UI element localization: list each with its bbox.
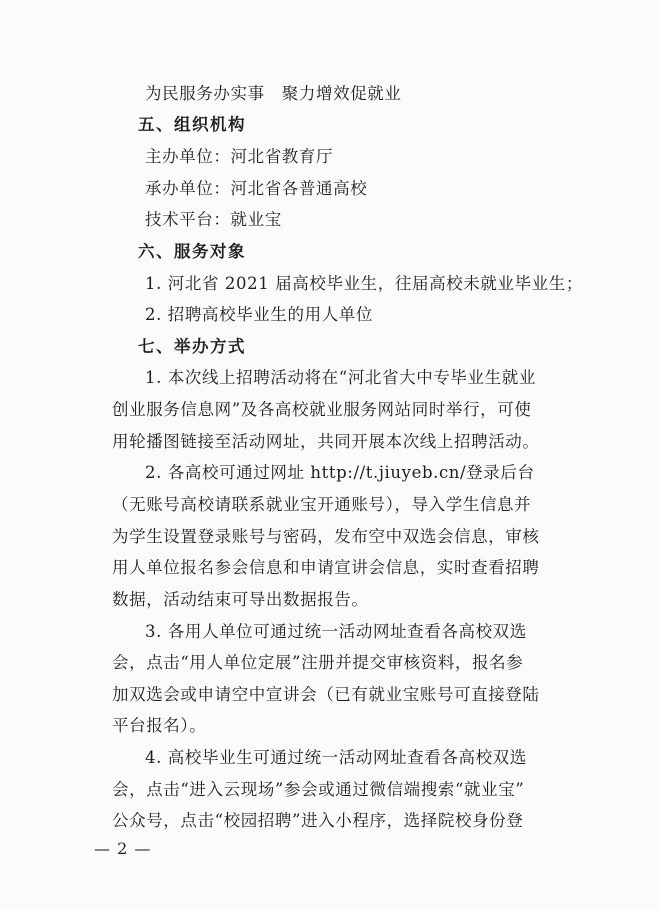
method-paragraph-2-line-3: 为学生设置登录账号与密码，发布空中双选会信息，审核 [112, 527, 540, 546]
method-paragraph-3-line-1: 3. 各用人单位可通过统一活动网址查看各高校双选 [145, 622, 527, 641]
page-number: — 2 — [94, 839, 152, 858]
org-item-host: 主办单位：河北省教育厅 [145, 147, 334, 166]
method-paragraph-2-line-4: 用人单位报名参会信息和申请宣讲会信息，实时查看招聘 [112, 558, 540, 577]
org-item-platform: 技术平台：就业宝 [145, 210, 282, 229]
section-heading-audience: 六、服务对象 [138, 242, 246, 261]
method-paragraph-4-line-1: 4. 高校毕业生可通过统一活动网址查看各高校双选 [145, 748, 527, 767]
method-paragraph-1-line-3: 用轮播图链接至活动网址，共同开展本次线上招聘活动。 [112, 432, 540, 451]
method-paragraph-3-line-2: 会，点击“用人单位定展”注册并提交审核资料，报名参 [112, 653, 524, 672]
section-heading-organization: 五、组织机构 [138, 115, 246, 134]
method-paragraph-3-line-3: 加双选会或申请空中宣讲会（已有就业宝账号可直接登陆 [112, 685, 540, 704]
method-paragraph-2-line-2: （无账号高校请联系就业宝开通账号），导入学生信息并 [112, 495, 532, 514]
method-paragraph-2-line-1: 2. 各高校可通过网址 http://t.jiuyeb.cn/登录后台 [145, 463, 535, 482]
method-paragraph-1-line-1: 1. 本次线上招聘活动将在“河北省大中专毕业生就业 [145, 368, 536, 387]
method-paragraph-2-line-5: 数据，活动结束可导出数据报告。 [112, 590, 369, 609]
section-heading-method: 七、举办方式 [138, 337, 246, 356]
method-paragraph-3-line-4: 平台报名）。 [112, 716, 207, 735]
method-paragraph-4-line-3: 公众号，点击“校园招聘”进入小程序，选择院校身份登 [112, 811, 524, 830]
org-item-organizer: 承办单位：河北省各普通高校 [145, 179, 368, 198]
audience-item-employers: 2. 招聘高校毕业生的用人单位 [145, 305, 373, 324]
method-paragraph-1-line-2: 创业服务信息网”及各高校就业服务网站同时举行，可使 [112, 400, 532, 419]
audience-item-graduates: 1. 河北省 2021 届高校毕业生，往届高校未就业毕业生； [145, 274, 583, 293]
method-paragraph-4-line-2: 会，点击“进入云现场”参会或通过微信端搜索“就业宝” [112, 780, 525, 799]
slogan-line: 为民服务办实事 聚力增效促就业 [145, 84, 402, 103]
